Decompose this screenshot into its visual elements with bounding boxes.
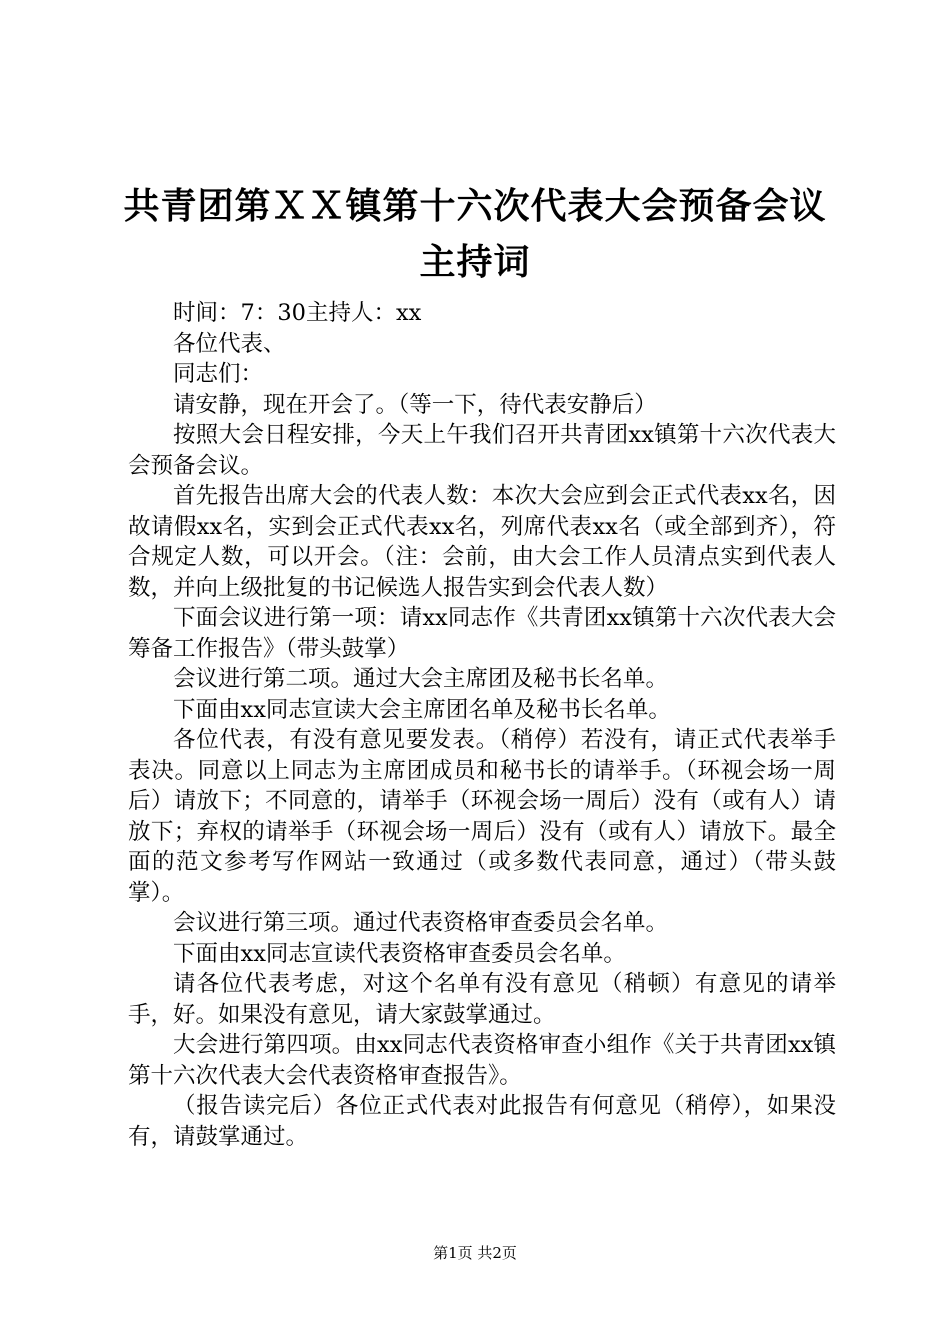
paragraph: 下面会议进行第一项：请xx同志作《共青团xx镇第十六次代表大会筹备工作报告》（带头鼓掌） [128, 605, 836, 662]
paragraph: 下面由xx同志宣读代表资格审查委员会名单。 [173, 940, 626, 967]
document-title: 共青团第ＸＸ镇第十六次代表大会预备会议主持词 [123, 185, 827, 283]
paragraph: 下面由xx同志宣读大会主席团名单及秘书长名单。 [173, 696, 671, 723]
paragraph: 请各位代表考虑，对这个名单有没有意见（稍顿）有意见的请举手，好。如果没有意见，请大家鼓掌通过。 [128, 971, 836, 1028]
page-footer: 第1页 共2页 [433, 1244, 517, 1262]
paragraph: 大会进行第四项。由xx同志代表资格审查小组作《关于共青团xx镇第十六次代表大会代表资格审查报告》。 [128, 1032, 836, 1089]
paragraph: 请安静，现在开会了。（等一下，待代表安静后） [173, 391, 657, 418]
paragraph-greeting-delegates: 各位代表、 [173, 330, 286, 357]
paragraph: 会议进行第二项。通过大会主席团及秘书长名单。 [173, 666, 669, 692]
paragraph: 会议进行第三项。通过代表资格审查委员会名单。 [173, 910, 669, 936]
paragraph-greeting-comrades: 同志们： [173, 361, 264, 387]
paragraph: 首先报告出席大会的代表人数：本次大会应到会正式代表xx名，因故请假xx名，实到会正式代表xx名，列席代表xx名（或全部到齐），符合规定人数，可以开会。（注：会前，由大会工作人员清点实到代表人数，并向上级批复的书记候选人报告实到会代表人数） [128, 483, 836, 601]
document-body [128, 298, 836, 1152]
paragraph: （报告读完后）各位正式代表对此报告有何意见（稍停），如果没有，请鼓掌通过。 [128, 1093, 836, 1150]
paragraph-time-host: 时间：7：30主持人：xx [173, 300, 422, 326]
paragraph: 各位代表，有没有意见要发表。（稍停）若没有，请正式代表举手表决。同意以上同志为主席团成员和秘书长的请举手。（环视会场一周后）请放下；不同意的，请举手（环视会场一周后）没有（或有人）请放下；弃权的请举手（环视会场一周后）没有（或有人）请放下。最全面的范文参考写作网站一致通过（或多数代表同意，通过）（带头鼓掌）。 [128, 727, 836, 906]
paragraph: 按照大会日程安排，今天上午我们召开共青团xx镇第十六次代表大会预备会议。 [128, 422, 836, 479]
